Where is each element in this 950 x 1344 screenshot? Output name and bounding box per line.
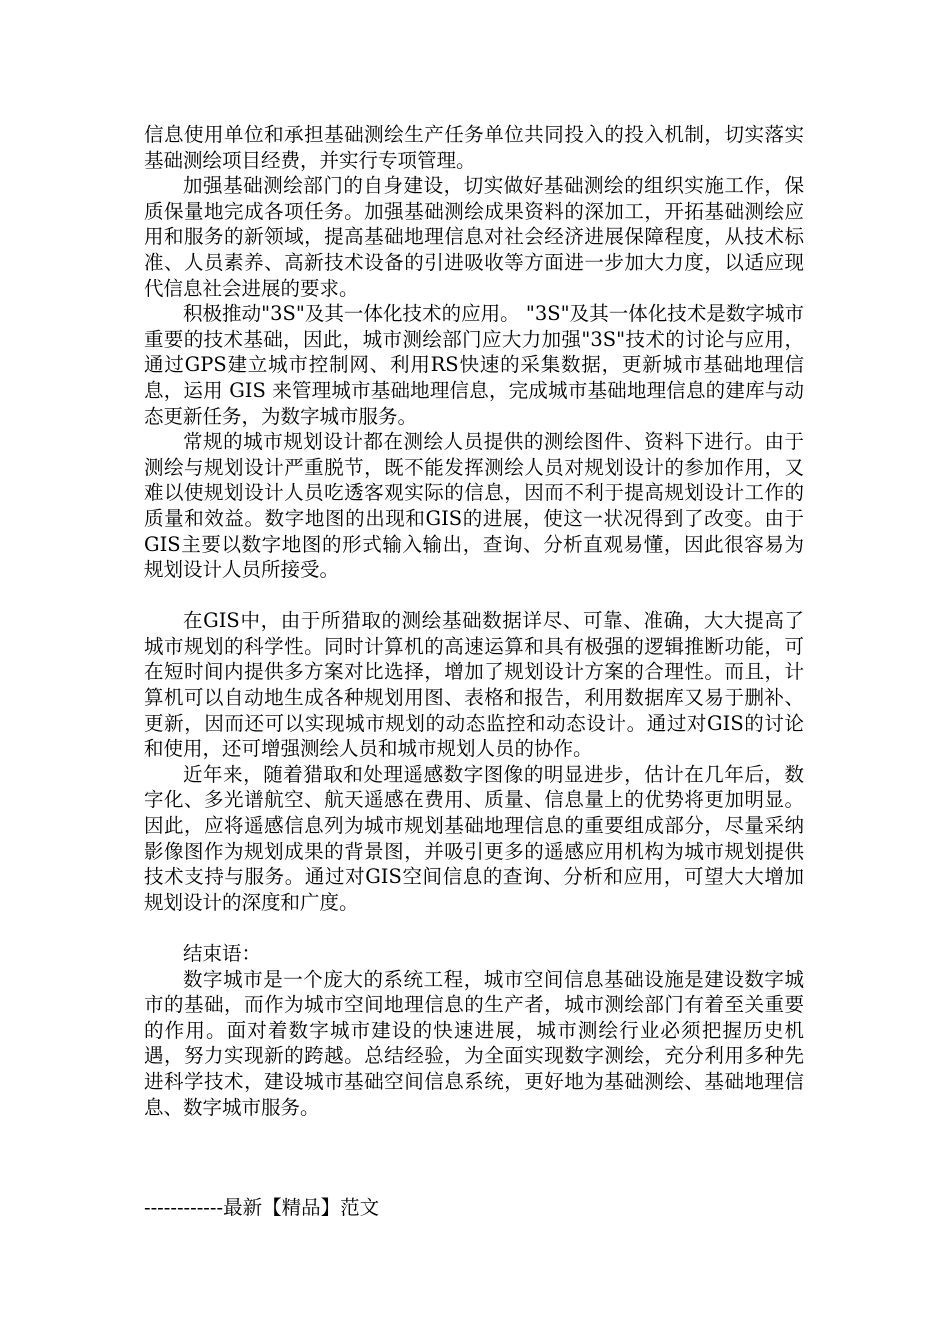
paragraph-remote-sensing: 近年来，随着猎取和处理遥感数字图像的明显进步，估计在几年后，数字化、多光谱航空、航天遥感在费用、质量、信息量上的优势将更加明显。因此，应将遥感信息列为城市规划基础地理信息的重要组成部分，尽量采纳影像图作为规划成果的背景图，并吸引更多的遥感应用机构为城市规划提供技术支持与服务。通过对GIS空间信息的查询、分析和应用，可望大大增加规划设计的深度和广度。 — [144, 762, 804, 914]
spacer — [144, 583, 804, 609]
paragraph-planning-design: 常规的城市规划设计都在测绘人员提供的测绘图件、资料下进行。由于测绘与规划设计严重脱节，既不能发挥测绘人员对规划设计的参加作用，又难以使规划设计人员吃透客观实际的信息，因而不利于提高规划设计工作的质量和效益。数字地图的出现和GIS的进展，使这一状况得到了改变。由于GIS主要以数字地图的形式输入输出，查询、分析直观易懂，因此很容易为规划设计人员所接受。 — [144, 430, 804, 582]
paragraph-funding: 信息使用单位和承担基础测绘生产任务单位共同投入的投入机制，切实落实基础测绘项目经费，并实行专项管理。 — [144, 123, 804, 172]
paragraph-gis-planning: 在GIS中，由于所猎取的测绘基础数据详尽、可靠、准确，大大提高了城市规划的科学性。同时计算机的高速运算和具有极强的逻辑推断功能，可在短时间内提供多方案对比选择，增加了规划设计方案的合理性。而且，计算机可以自动地生成各种规划用图、表格和报告，利用数据库又易于删补、更新，因而还可以实现城市规划的动态监控和动态设计。通过对GIS的讨论和使用，还可增强测绘人员和城市规划人员的协作。 — [144, 609, 804, 761]
footer-banner: ------------最新【精品】范文 — [144, 1196, 380, 1219]
paragraph-conclusion: 数字城市是一个庞大的系统工程，城市空间信息基础设施是建设数字城市的基础，而作为城市空间地理信息的生产者，城市测绘部门有着至关重要的作用。面对着数字城市建设的快速进展，城市测绘行业必须把握历史机遇，努力实现新的跨越。总结经验，为全面实现数字测绘，充分利用多种先进科学技术，建设城市基础空间信息系统，更好地为基础测绘、基础地理信息、数字城市服务。 — [144, 967, 804, 1119]
conclusion-heading: 结束语： — [183, 942, 262, 965]
paragraph-department-building: 加强基础测绘部门的自身建设，切实做好基础测绘的组织实施工作，保质保量地完成各项任务。加强基础测绘成果资料的深加工，开拓基础测绘应用和服务的新领域，提高基础地理信息对社会经济进展保障程度，从技术标准、人员素养、高新技术设备的引进吸收等方面进一步加大力度，以适应现代信息社会进展的要求。 — [144, 174, 804, 300]
paragraph-3s-technology: 积极推动"3S"及其一体化技术的应用。 "3S"及其一体化技术是数字城市重要的技术基础，因此，城市测绘部门应大力加强"3S"技术的讨论与应用，通过GPS建立城市控制网、利用RS快速的采集数据，更新城市基础地理信息，运用 GIS 来管理城市基础地理信息，完成城市基础地理信息的建库与动态更新任务，为数字城市服务。 — [144, 302, 804, 428]
spacer — [144, 915, 804, 941]
document-body — [144, 122, 804, 1120]
